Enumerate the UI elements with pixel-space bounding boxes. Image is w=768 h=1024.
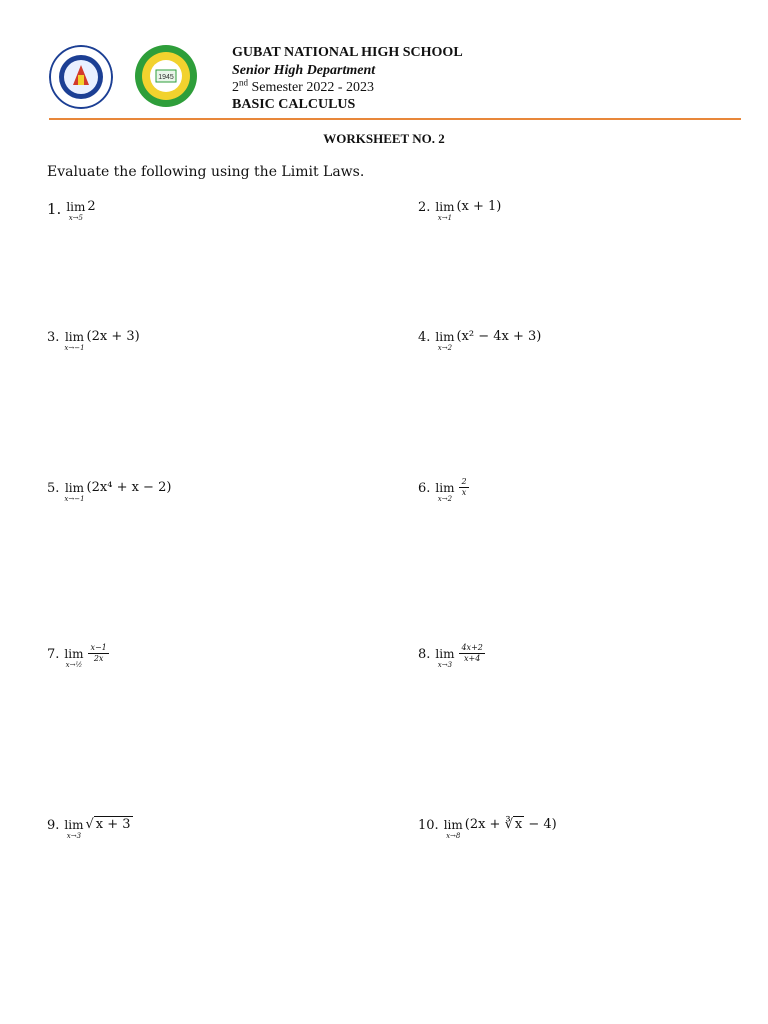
semester: 2nd Semester 2022 - 2023 xyxy=(232,77,374,95)
problem-8: 8. lim x→3 $\frac{4x+2}{x+4}$ xyxy=(418,643,483,669)
header-divider xyxy=(49,118,741,120)
problem-4: 4. lim x→2 (x² − 4x + 3) xyxy=(418,329,542,352)
school-seal-logo xyxy=(134,44,198,108)
problem-10: 10. lim x→8 (2x + ∛ x − 4) xyxy=(418,817,557,840)
instructions: Evaluate the following using the Limit Laws. xyxy=(47,164,365,180)
school-name: GUBAT NATIONAL HIGH SCHOOL xyxy=(232,45,463,60)
problem-5: 5. lim x→−1 (2x⁴ + x − 2) xyxy=(47,480,172,503)
problem-9: 9. lim x→3 √ x + 3 xyxy=(47,817,131,840)
problem-7: 7. lim x→½ $\frac{x-1}{2x}$ xyxy=(47,643,107,669)
problem-2: 2. lim x→1 (x + 1) xyxy=(418,199,502,222)
subject: BASIC CALCULUS xyxy=(232,97,356,112)
worksheet-title: WORKSHEET NO. 2 xyxy=(323,131,445,146)
department: Senior High Department xyxy=(232,63,376,78)
school-seal-year: 1945 xyxy=(158,74,174,81)
problem-6: 6. lim x→2 $\frac{2}{x}$ xyxy=(418,477,467,503)
deped-seal-logo xyxy=(49,45,113,109)
problem-3: 3. lim x→−1 (2x + 3) xyxy=(47,329,140,352)
problem-1: 1. lim x→5 2 xyxy=(47,199,96,222)
